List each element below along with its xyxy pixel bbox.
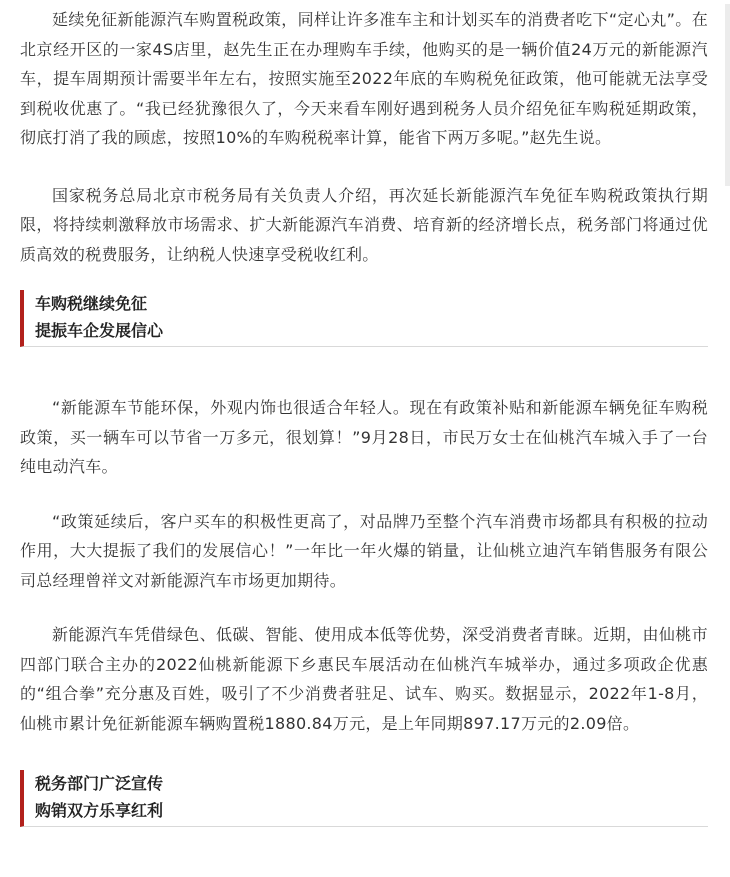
section-heading-line-1: 车购税继续免征 bbox=[35, 294, 148, 313]
paragraph-consumer-quote: “新能源车节能环保，外观内饰也很适合年轻人。现在有政策补贴和新能源车辆免征车购税政策，买一辆车可以节省一万多元，很划算！”9月28日，市民万女士在仙桃汽车城入手了一台纯电动汽车。 bbox=[20, 398, 708, 476]
section-heading-line-2: 购销双方乐享红利 bbox=[35, 801, 164, 820]
section-heading-tax-exemption bbox=[20, 290, 708, 347]
paragraph-dealer-quote: “政策延续后，客户买车的积极性更高了，对品牌乃至整个汽车消费市场都具有积极的拉动作用，大大提振了我们的发展信心！”一年比一年火爆的销量，让仙桃立迪汽车销售服务有限公司总经理曾祥文对新能源汽车市场更加期待。 bbox=[20, 511, 708, 590]
paragraph-car-buyer-story: 延续免征新能源汽车购置税政策，同样让许多准车主和计划买车的消费者吃下“定心丸”。在北京经开区的一家4S店里，赵先生正在办理购车手续，他购买的是一辆价值24万元的新能源汽车，提车周期预计需要半年左右，按照实施至2022年底的车购税免征政策，他可能就无法享受到税收优惠了。“我已经犹豫很久了，今天来看车刚好遇到税务人员介绍免征车购税延期政策，彻底打消了我的顾虑，按照10%的车购税税率计算，能省下两万多呢。”赵先生说。 bbox=[20, 10, 708, 147]
scroll-indicator bbox=[725, 4, 730, 186]
section-heading-promotion bbox=[20, 770, 708, 827]
paragraph-tax-bureau-statement: 国家税务总局北京市税务局有关负责人介绍，再次延长新能源汽车免征车购税政策执行期限，将持续刺激释放市场需求、扩大新能源汽车消费、培育新的经济增长点，税务部门将通过优质高效的税费服务，让纳税人快速享受税收红利。 bbox=[20, 185, 708, 264]
section-heading-line-2: 提振车企发展信心 bbox=[35, 321, 164, 340]
article-body bbox=[20, 0, 708, 827]
section-heading-line-1: 税务部门广泛宣传 bbox=[35, 774, 164, 793]
paragraph-sales-data: 新能源汽车凭借绿色、低碳、智能、使用成本低等优势，深受消费者青睐。近期，由仙桃市四部门联合主办的2022仙桃新能源下乡惠民车展活动在仙桃汽车城举办，通过多项政企优惠的“组合拳”充分惠及百姓，吸引了不少消费者驻足、试车、购买。数据显示，2022年1-8月，仙桃市累计免征新能源车辆购置税1880.84万元，是上年同期897.17万元的2.09倍。 bbox=[20, 625, 708, 733]
